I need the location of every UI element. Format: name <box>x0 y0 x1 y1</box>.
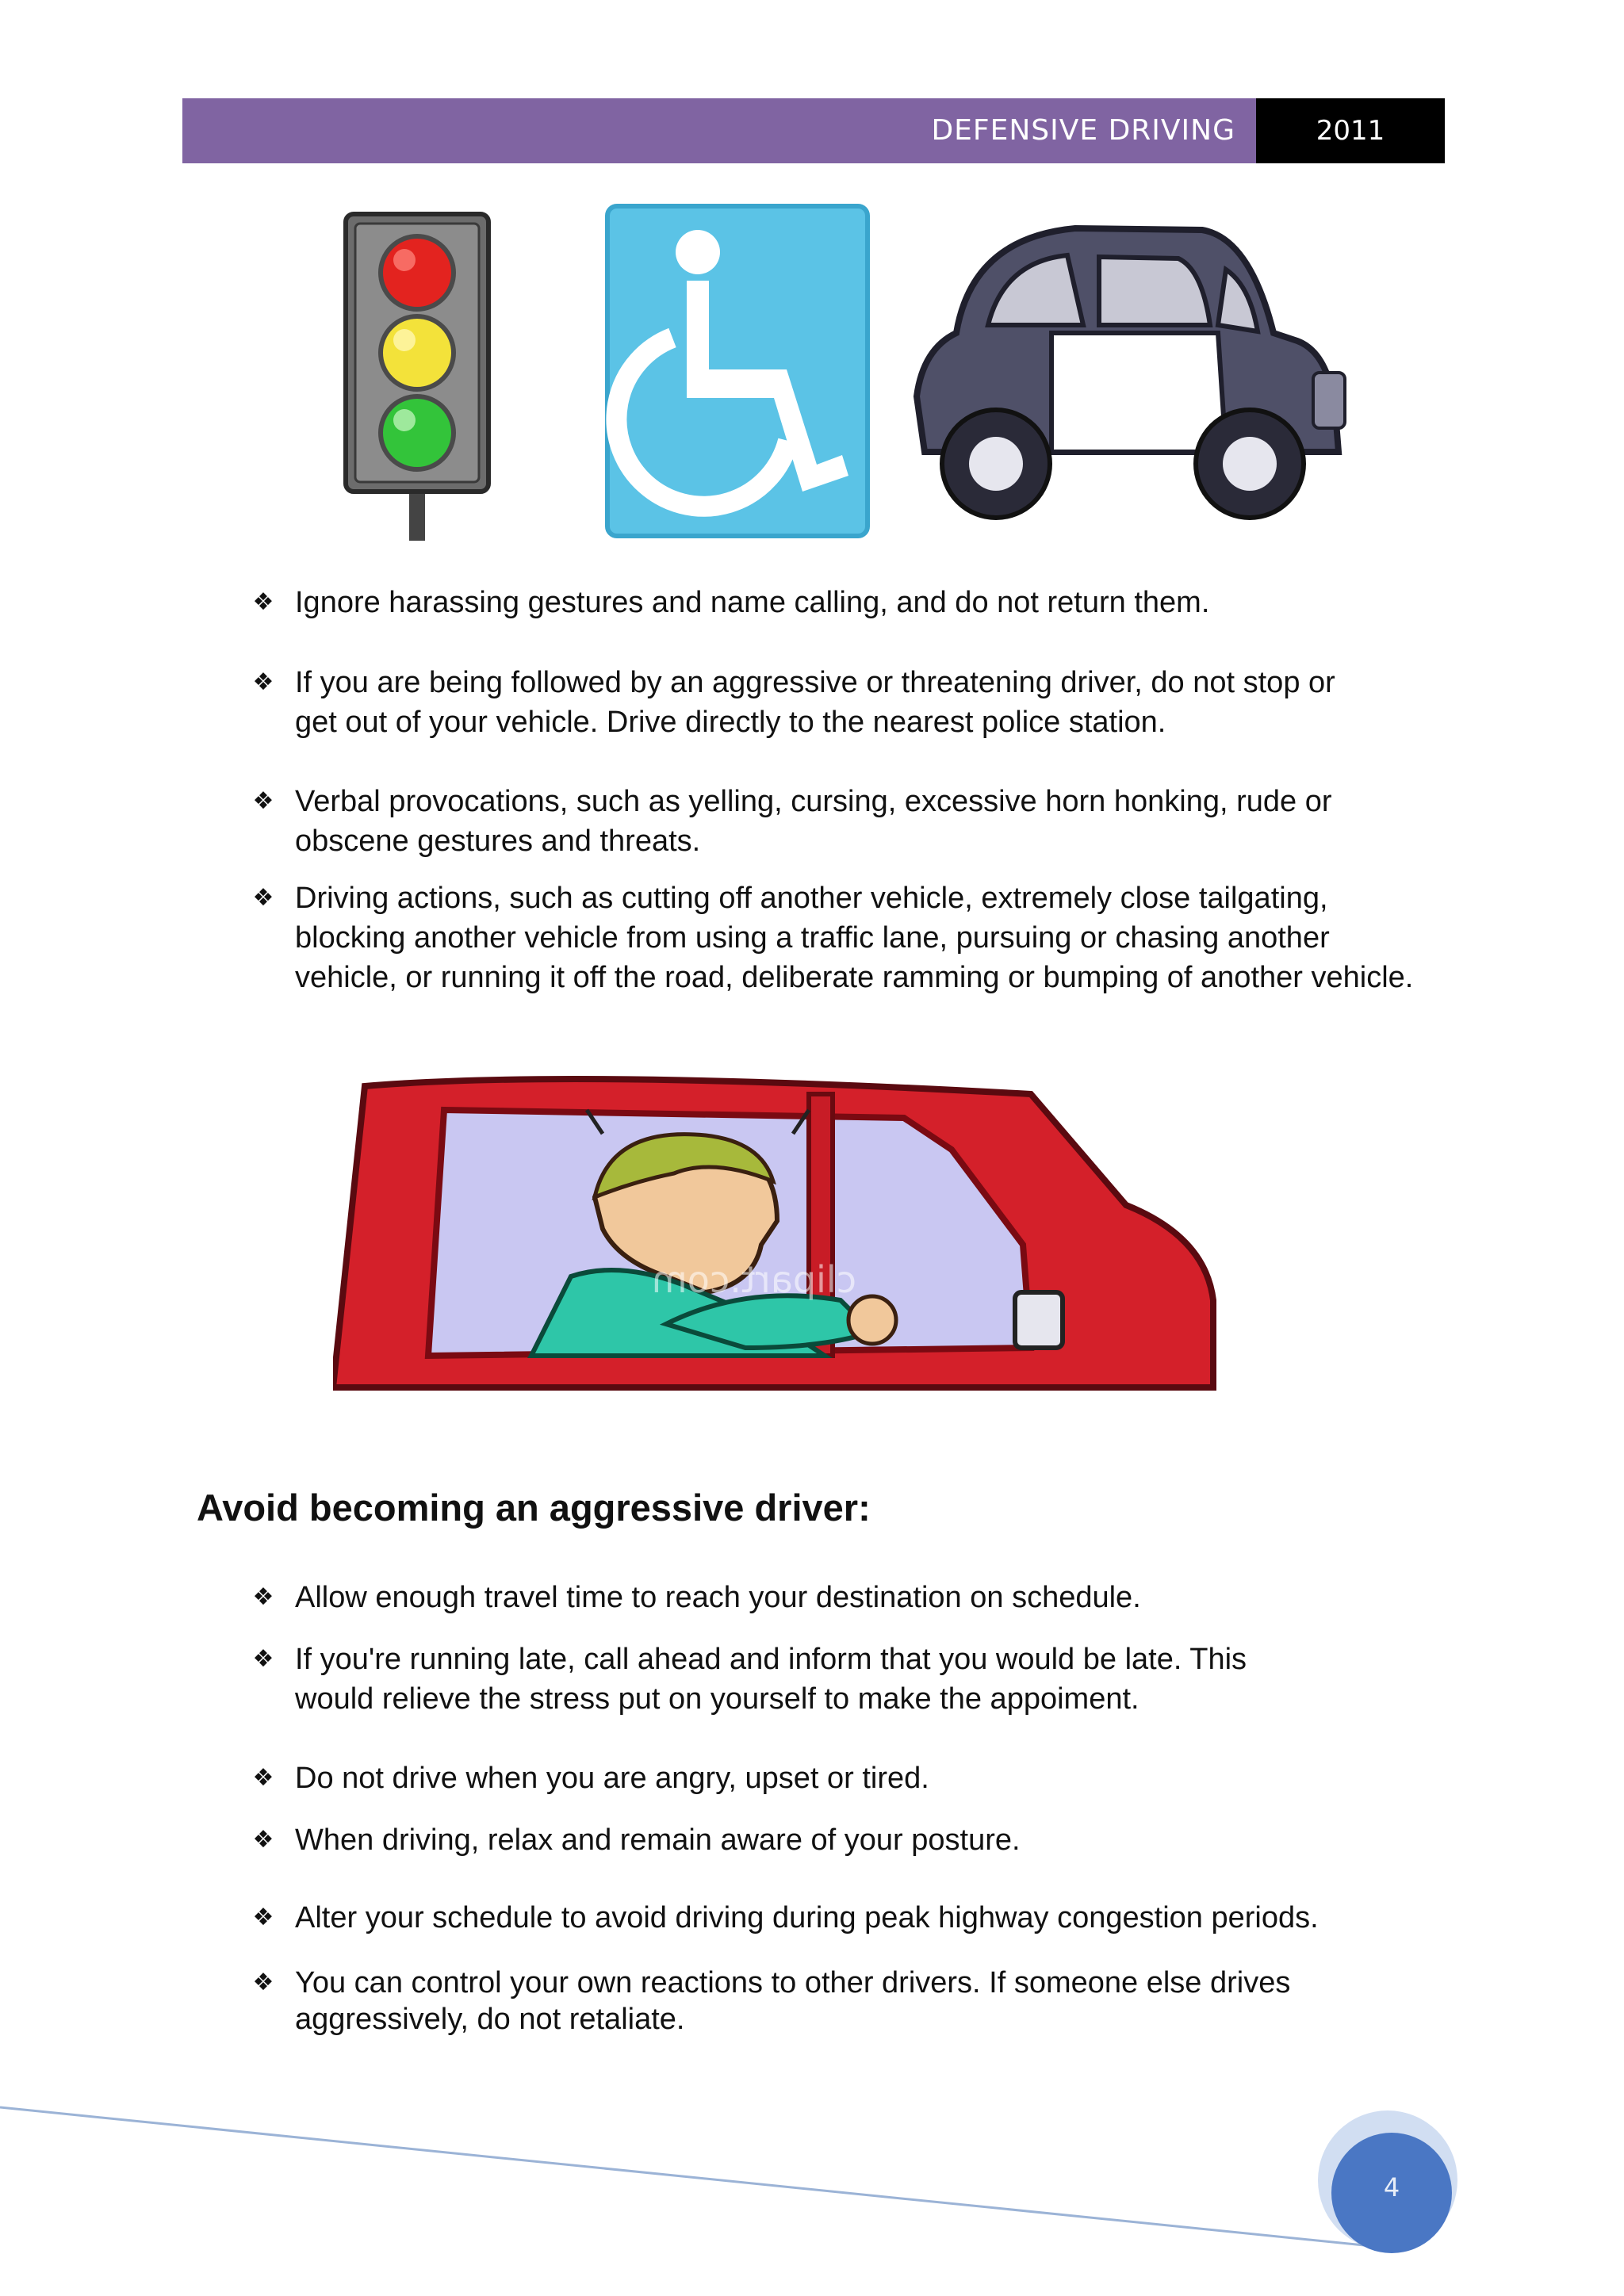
bullet-diamond-icon: ❖ <box>252 787 274 815</box>
bullet-diamond-icon: ❖ <box>252 1583 274 1611</box>
list-item: ❖ If you are being followed by an aggressive or threatening driver, do not stop or get out of your vehicle. Drive directly to the nearest police station. <box>295 663 1358 742</box>
page-number: 4 <box>1383 2172 1400 2202</box>
traffic-light-icon <box>338 208 496 541</box>
bullet-diamond-icon: ❖ <box>252 1764 274 1792</box>
bullet-diamond-icon: ❖ <box>252 1969 274 1996</box>
bullet-diamond-icon: ❖ <box>252 1645 274 1673</box>
list-item: ❖ If you're running late, call ahead and inform that you would be late. This would relieve the stress put on yourself to make the appoiment. <box>295 1640 1278 1719</box>
bullet-diamond-icon: ❖ <box>252 1826 274 1854</box>
list-item: ❖ You can control your own reactions to other drivers. If someone else drives aggressively, do not retaliate. <box>295 1965 1326 2038</box>
police-car-icon <box>901 214 1353 547</box>
wheelchair-icon <box>604 203 871 539</box>
header-title: DEFENSIVE DRIVING <box>931 114 1235 147</box>
page-header <box>182 98 1445 163</box>
bullet-diamond-icon: ❖ <box>252 884 274 912</box>
header-year: 2011 <box>1256 98 1445 163</box>
list-item: ❖ Allow enough travel time to reach your destination on schedule. <box>295 1578 1445 1617</box>
list-item: ❖ When driving, relax and remain aware of your posture. <box>295 1820 1445 1860</box>
list-item: ❖ Driving actions, such as cutting off another vehicle, extremely close tailgating, blocking another vehicle from using a traffic lane, pursuing or chasing another vehicle, or running it off the road, deliberate ramming or bumping of another vehicle. <box>295 878 1421 997</box>
bullet-diamond-icon: ❖ <box>252 668 274 696</box>
list-item: ❖ Alter your schedule to avoid driving during peak highway congestion periods. <box>295 1898 1445 1938</box>
list-item: ❖ Ignore harassing gestures and name calling, and do not return them. <box>295 583 1445 622</box>
watermark-text: clipart.com <box>651 1258 856 1301</box>
list-item: ❖ Verbal provocations, such as yelling, cursing, excessive horn honking, rude or obscene gestures and threats. <box>295 782 1358 861</box>
section-title: Avoid becoming an aggressive driver: <box>197 1487 871 1529</box>
bullet-diamond-icon: ❖ <box>252 588 274 616</box>
bullet-diamond-icon: ❖ <box>252 1904 274 1931</box>
angry-driver-icon <box>333 1062 1221 1395</box>
list-item: ❖ Do not drive when you are angry, upset or tired. <box>295 1758 1445 1798</box>
